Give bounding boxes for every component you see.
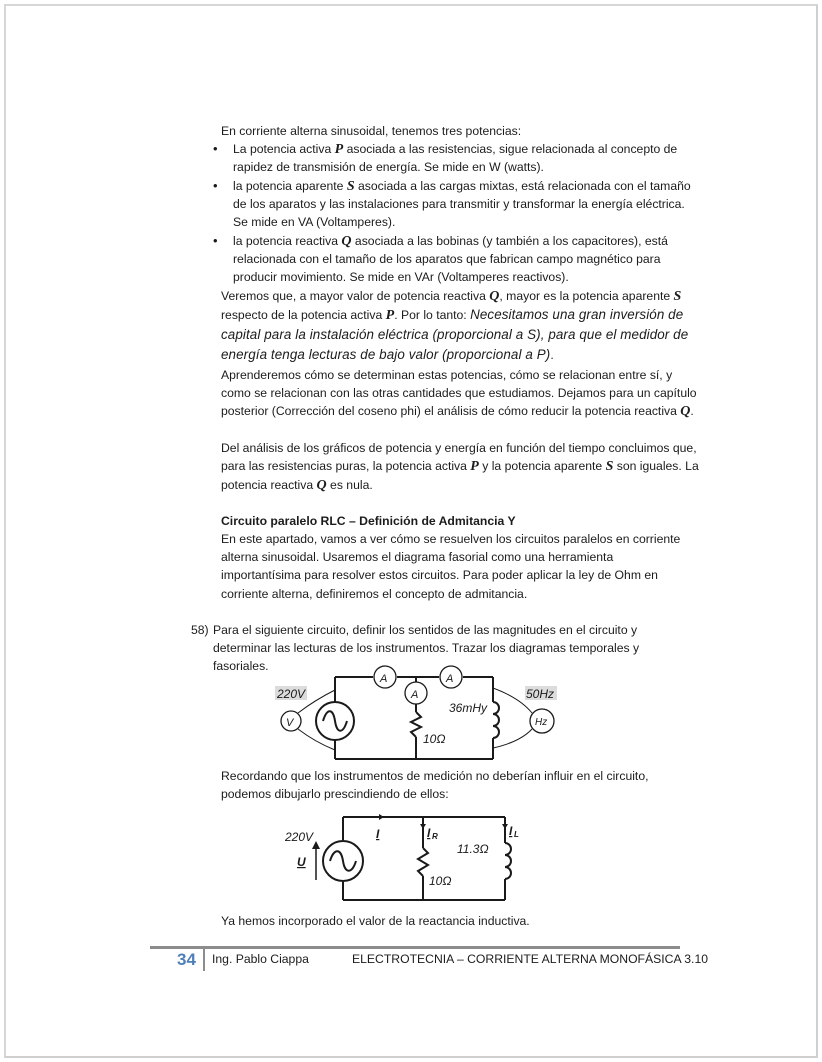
veremos-line-3: capital para la instalación eléctrica (proporcional a S), para que el medidor de bbox=[221, 327, 689, 342]
aprenderemos-line-1: Aprenderemos cómo se determinan estas potencias, cómo se relacionan entre sí, y bbox=[221, 368, 673, 382]
svg-text:220V: 220V bbox=[277, 687, 306, 701]
footer-title: ELECTROTECNIA – CORRIENTE ALTERNA MONOFÁSICA 3.10 bbox=[352, 952, 709, 966]
bullet-2-line-2: de los aparatos y las instalaciones para transmitir y transformar la energía eléctrica. bbox=[233, 197, 685, 211]
bullet-3-line-1: la potencia reactiva Q asociada a las bobinas (y también a los capacitores), está bbox=[233, 234, 668, 249]
analisis-line-3: potencia reactiva Q es nula. bbox=[221, 478, 373, 493]
svg-text:I: I bbox=[427, 826, 431, 840]
svg-text:10Ω: 10Ω bbox=[429, 874, 452, 888]
circuit-diagram-with-instruments bbox=[265, 660, 575, 765]
section-line-4: corriente alterna, definiremos el concepto de admitancia. bbox=[221, 587, 528, 601]
exercise-line-1: Para el siguiente circuito, definir los sentidos de las magnitudes en el circuito y bbox=[213, 623, 638, 637]
bullet-3-line-2: relacionada con el tamaño de los aparatos que fabrican campo magnético para bbox=[233, 252, 661, 266]
bullet-icon: • bbox=[213, 178, 218, 193]
footer-author: Ing. Pablo Ciappa bbox=[212, 952, 309, 966]
svg-text:L: L bbox=[514, 830, 519, 839]
bullet-1-line-2: rapidez de transmisión de energía. Se mide en W (watts). bbox=[233, 160, 544, 174]
svg-text:A: A bbox=[411, 689, 419, 701]
exercise-line-2: determinar las lecturas de los instrumentos. Trazar los diagramas temporales y bbox=[213, 641, 640, 655]
bullet-icon: • bbox=[213, 141, 218, 156]
aprenderemos-line-3: posterior (Corrección del coseno phi) el análisis de cómo reducir la potencia reactiva Q. bbox=[221, 404, 694, 419]
footer-divider bbox=[203, 949, 205, 971]
veremos-line-4: energía tenga lecturas de bajo valor (proporcional a P). bbox=[221, 347, 554, 362]
svg-text:Hz: Hz bbox=[535, 717, 548, 728]
svg-text:I: I bbox=[376, 827, 380, 841]
analisis-line-1: Del análisis de los gráficos de potencia y energía en función del tiempo concluimos que, bbox=[221, 441, 697, 455]
recordando-line-1: Recordando que los instrumentos de medición no deberían influir en el circuito, bbox=[221, 769, 649, 783]
section-line-2: alterna sinusoidal. Usaremos el diagrama fasorial como una herramienta bbox=[221, 550, 614, 564]
bullet-1-line-1: La potencia activa P asociada a las resistencias, sigue relacionada al concepto de bbox=[233, 142, 678, 157]
page-number: 34 bbox=[177, 950, 196, 969]
exercise-number: 58) bbox=[191, 623, 209, 637]
simplified-circuit-diagram bbox=[275, 810, 525, 905]
svg-text:U: U bbox=[297, 855, 306, 869]
section-line-1: En este apartado, vamos a ver cómo se resuelven los circuitos paralelos en corriente bbox=[221, 532, 681, 546]
closing-line: Ya hemos incorporado el valor de la reactancia inductiva. bbox=[221, 914, 530, 928]
bullet-2-line-3: Se mide en VA (Voltamperes). bbox=[233, 215, 396, 229]
svg-text:50Hz: 50Hz bbox=[526, 687, 555, 701]
section-line-3: importantísima para resolver estos circuitos. Para poder aplicar la ley de Ohm en bbox=[221, 568, 658, 582]
footer-rule bbox=[150, 946, 680, 949]
bullet-3-line-3: producir movimiento. Se mide en VAr (Voltamperes reactivos). bbox=[233, 270, 569, 284]
svg-text:A: A bbox=[380, 673, 388, 685]
svg-text:I: I bbox=[509, 824, 513, 838]
aprenderemos-line-2: como se relacionan con las otras cantidades que estudiamos. Dejamos para un capítulo bbox=[221, 386, 697, 400]
svg-text:R: R bbox=[432, 832, 438, 841]
analisis-line-2: para las resistencias puras, la potencia activa P y la potencia aparente S son iguales. La bbox=[221, 459, 699, 474]
bullet-icon: • bbox=[213, 233, 218, 248]
svg-text:36mHy: 36mHy bbox=[449, 701, 488, 715]
intro-line: En corriente alterna sinusoidal, tenemos tres potencias: bbox=[221, 124, 522, 138]
recordando-line-2: podemos dibujarlo prescindiendo de ellos: bbox=[221, 787, 449, 801]
svg-text:A: A bbox=[446, 673, 454, 685]
veremos-line-2: respecto de la potencia activa P. Por lo tanto: Necesitamos una gran inversión de bbox=[221, 307, 684, 323]
section-heading: Circuito paralelo RLC – Definición de Admitancia Y bbox=[221, 514, 516, 528]
svg-text:10Ω: 10Ω bbox=[423, 732, 446, 746]
svg-text:V: V bbox=[286, 717, 294, 729]
bullet-2-line-1: la potencia aparente S asociada a las cargas mixtas, está relacionada con el tamaño bbox=[233, 179, 691, 194]
exercise-line-3: fasoriales. bbox=[213, 659, 269, 673]
veremos-line-1: Veremos que, a mayor valor de potencia reactiva Q, mayor es la potencia aparente S bbox=[221, 289, 682, 304]
svg-text:11.3Ω: 11.3Ω bbox=[457, 842, 489, 856]
svg-text:220V: 220V bbox=[285, 830, 314, 844]
